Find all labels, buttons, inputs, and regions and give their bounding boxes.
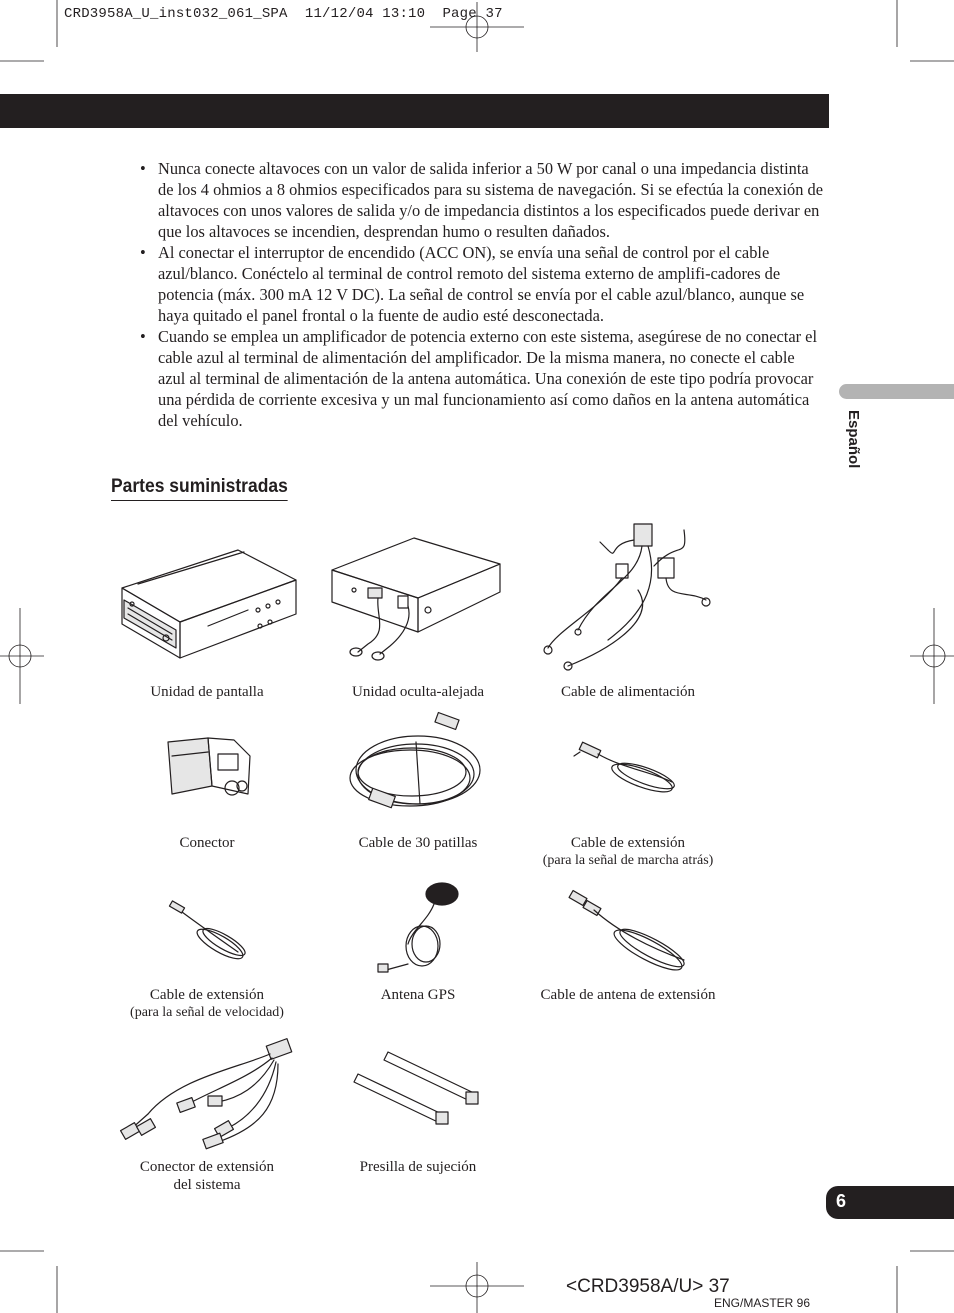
reverse-extension-cable-icon — [572, 738, 680, 798]
part-caption-label: Presilla de sujeción — [359, 1159, 477, 1175]
part-caption — [503, 986, 753, 1004]
warning-list — [138, 158, 824, 431]
part-caption-sub: del sistema — [173, 1177, 241, 1193]
page-number-tab — [826, 1186, 954, 1219]
part-caption — [493, 834, 763, 870]
print-slug: CRD3958A_U_inst032_061_SPA 11/12/04 13:10 Page 37 — [64, 6, 503, 22]
language-label-wrap — [845, 410, 869, 490]
part-caption-label: Unidad de pantalla — [150, 684, 264, 700]
power-cable-icon — [538, 520, 718, 670]
part-caption-label: Unidad oculta-alejada — [351, 684, 485, 700]
language-tab-bar — [839, 384, 954, 399]
part-caption-label: Cable de 30 patillas — [358, 835, 478, 851]
part-caption — [313, 683, 523, 701]
part-caption-sub: (para la señal de marcha atrás) — [542, 853, 714, 868]
display-unit-icon — [118, 548, 298, 660]
warning-item: • Nunca conecte altavoces con un valor de salida inferior a 50 W por canal o una impedancia distinta de los 4 ohmios a 8 ohmios especificados para su sistema de navegación. Si se efectúa la conexión de altavoces con unos valores de salida y/o de impedancia distintos a los especificados puede derivar en que los altavoces se incendien, desprendan humo o resulten dañados. — [138, 158, 824, 242]
part-caption-label: Antena GPS — [380, 987, 456, 1003]
header-band — [0, 94, 829, 128]
part-caption — [102, 683, 312, 701]
speed-extension-cable-icon — [168, 898, 252, 964]
part-caption — [313, 986, 523, 1004]
part-caption — [77, 986, 337, 1022]
part-caption-label: Conector de extensión — [139, 1159, 275, 1175]
gps-antenna-icon — [372, 880, 468, 976]
antenna-extension-cable-icon — [566, 890, 692, 976]
footer-master: ENG/MASTER 96 — [714, 1296, 811, 1310]
system-extension-connector-icon — [118, 1038, 296, 1150]
connector-icon — [164, 736, 252, 802]
part-caption-label: Cable de extensión — [570, 835, 686, 851]
warning-item: • Cuando se emplea un amplificador de potencia externo con este sistema, asegúrese de no conectar el cable azul al terminal de alimentación del amplificador. De la misma manera, no conecte el cable azul al terminal de alimentación de la antena automática. Una conexión de este tipo podría provocar una pérdida de corriente excesiva y un mal funcionamiento así como daños en la antena automática del vehículo. — [138, 326, 824, 431]
part-caption — [523, 683, 733, 701]
part-caption — [102, 834, 312, 852]
part-caption — [313, 834, 523, 852]
part-caption-sub: (para la señal de velocidad) — [130, 1005, 284, 1020]
part-caption-label: Conector — [179, 835, 235, 851]
part-caption-label: Cable de antena de extensión — [540, 987, 716, 1003]
footer-code: <CRD3958A/U> 37 — [566, 1276, 730, 1297]
warning-item: • Al conectar el interruptor de encendido (ACC ON), se envía una señal de control por el cable azul/blanco. Conéctelo al terminal de control remoto del sistema externo de amplifi-cadores de potencia (máx. 300 mA 12 V DC). La señal de control se envía por el cable azul/blanco, aunque se haya quitado el panel frontal o la fuente de audio esté desconectada. — [138, 242, 824, 326]
clamp-icon — [354, 1048, 484, 1126]
part-caption — [102, 1158, 312, 1194]
part-caption — [313, 1158, 523, 1176]
part-caption-label: Cable de extensión — [149, 987, 265, 1003]
30-pin-cable-icon — [344, 712, 490, 820]
section-title: Partes suministradas — [111, 476, 288, 501]
hide-away-unit-icon — [328, 536, 503, 661]
language-label: Español — [845, 410, 862, 469]
page-number: 6 — [836, 1191, 847, 1211]
part-caption-label: Cable de alimentación — [560, 684, 696, 700]
